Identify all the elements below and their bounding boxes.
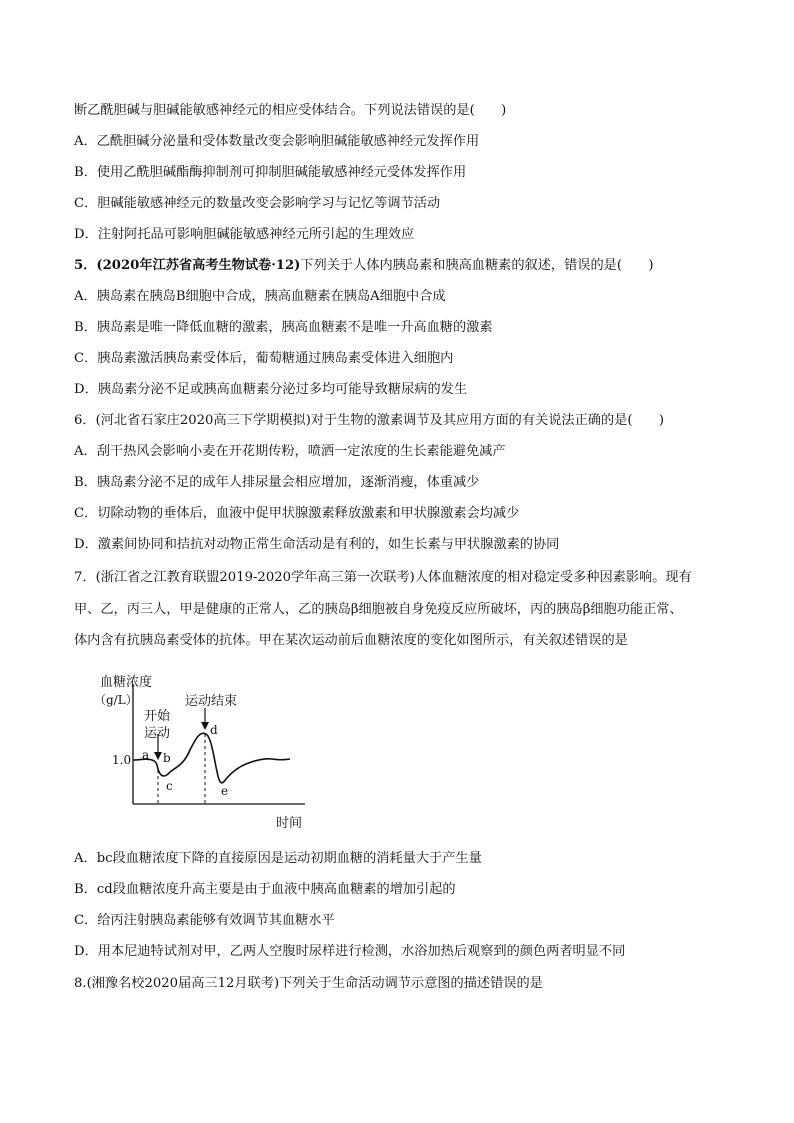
start-label-line-1: 开始 [144, 709, 171, 724]
q4-stem-continuation: 断乙酰胆碱与胆碱能敏感神经元的相应受体结合。下列说法错误的是( ) [74, 103, 507, 118]
q6-option-c: C．切除动物的垂体后，血液中促甲状腺激素释放激素和甲状腺激素会均减少 [74, 506, 520, 521]
y-axis-unit: （g/L） [94, 693, 138, 707]
q4-option-c: C．胆碱能敏感神经元的数量改变会影响学习与记忆等调节活动 [74, 196, 441, 211]
q6-option-a: A．刮干热风会影响小麦在开花期传粉，喷洒一定浓度的生长素能避免减产 [74, 444, 506, 459]
point-label-d: d [210, 723, 218, 737]
q7-option-c: C．给丙注射胰岛素能够有效调节其血糖水平 [74, 913, 335, 928]
q5-source: (2020年江苏省高考生物试卷·12) [96, 258, 301, 273]
q8-stem: 8.(湘豫名校2020届高三12月联考)下列关于生命活动调节示意图的描述错误的是 [74, 976, 543, 991]
end-arrow-head-icon [201, 722, 209, 730]
q5-stem [74, 258, 654, 274]
start-arrow-head-icon [154, 752, 162, 760]
q7-stem-line-1: 7．(浙江省之江教育联盟2019-2020学年高三第一次联考)人体血糖浓度的相对稳定受多种因素影响。现有 [74, 570, 692, 585]
q5-option-d: D．胰岛素分泌不足或胰高血糖素分泌过多均可能导致糖尿病的发生 [74, 382, 468, 397]
q5-option-b: B．胰岛素是唯一降低血糖的激素，胰高血糖素不是唯一升高血糖的激素 [74, 320, 493, 335]
y-axis-label: 血糖浓度 [100, 675, 153, 690]
end-label: 运动结束 [185, 694, 238, 709]
q6-option-d: D．激素间协同和拮抗对动物正常生命活动是有利的，如生长素与甲状腺激素的协同 [74, 537, 560, 552]
blood-glucose-figure [94, 664, 340, 834]
q5-number: 5． [74, 258, 97, 273]
q4-option-b: B．使用乙酰胆碱酯酶抑制剂可抑制胆碱能敏感神经元受体发挥作用 [74, 165, 467, 180]
point-label-e: e [221, 784, 229, 798]
blood-glucose-svg [94, 664, 340, 834]
x-axis-label: 时间 [276, 816, 303, 831]
q5-question: 下列关于人体内胰岛素和胰高血糖素的叙述，错误的是( ) [300, 258, 654, 273]
q7-option-a: A．bc段血糖浓度下降的直接原因是运动初期血糖的消耗量大于产生量 [74, 851, 482, 866]
start-label-line-2: 运动 [144, 726, 171, 741]
q7-stem-line-3: 体内含有抗胰岛素受体的抗体。甲在某次运动前后血糖浓度的变化如图所示，有关叙述错误的是 [74, 633, 628, 648]
q7-option-d: D．用本尼迪特试剂对甲，乙两人空腹时尿样进行检测，水浴加热后观察到的颜色两者明显不同 [74, 944, 626, 959]
q6-option-b: B．胰岛素分泌不足的成年人排尿量会相应增加，逐渐消瘦，体重减少 [74, 475, 480, 490]
q7-stem-line-2: 甲、乙，丙三人，甲是健康的正常人，乙的胰岛β细胞被自身免疫反应所破坏，丙的胰岛β细胞功能正常、 [74, 602, 683, 617]
q5-option-a: A．胰岛素在胰岛B细胞中合成，胰高血糖素在胰岛A细胞中合成 [74, 289, 446, 304]
q5-option-c: C．胰岛素激活胰岛素受体后，葡萄糖通过胰岛素受体进入细胞内 [74, 351, 454, 366]
point-label-a: a [142, 748, 150, 762]
q7-option-b: B．cd段血糖浓度升高主要是由于血液中胰高血糖素的增加引起的 [74, 882, 456, 897]
q4-option-a: A．乙酰胆碱分泌量和受体数量改变会影响胆碱能敏感神经元发挥作用 [74, 134, 480, 149]
q4-option-d: D．注射阿托品可影响胆碱能敏感神经元所引起的生理效应 [74, 227, 415, 242]
y-tick-label: 1.0 [112, 753, 132, 767]
point-label-b: b [163, 751, 171, 765]
q6-stem: 6．(河北省石家庄2020高三下学期模拟)对于生物的激素调节及其应用方面的有关说法正确的是( ) [74, 413, 665, 428]
point-label-c: c [166, 779, 173, 793]
